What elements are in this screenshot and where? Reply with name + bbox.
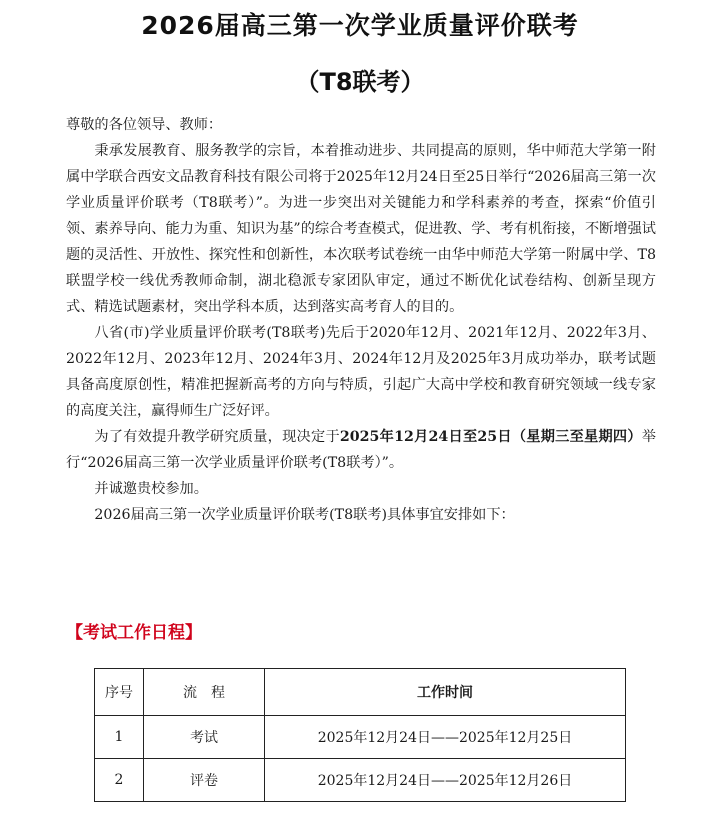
date-outro-text: 举行“2026届高三第一次学业质量评价联考(T8联考）”。 bbox=[66, 429, 656, 471]
header-process: 流 程 bbox=[144, 669, 265, 716]
schedule-heading: 【考试工作日程】 bbox=[66, 623, 202, 643]
letter-body bbox=[66, 112, 656, 528]
paragraph-invite: 并诚邀贵校参加。 bbox=[94, 481, 208, 497]
exam-date-highlight: 2025年12月24日至25日（星期三至星期四） bbox=[339, 429, 642, 445]
header-number: 序号 bbox=[95, 669, 144, 716]
schedule-table bbox=[94, 668, 626, 802]
row-number: 2 bbox=[95, 759, 144, 802]
paragraph-arrangement: 2026届高三第一次学业质量评价联考(T8联考)具体事宜安排如下： bbox=[94, 507, 515, 523]
header-time: 工作时间 bbox=[265, 669, 626, 716]
row-time: 2025年12月24日——2025年12月25日 bbox=[265, 716, 626, 759]
document-title: 2026届高三第一次学业质量评价联考 bbox=[141, 11, 579, 40]
row-process: 评卷 bbox=[144, 759, 265, 802]
paragraph-history: 八省(市)学业质量评价联考(T8联考)先后于2020年12月、2021年12月、2022年3月、2022年12月、2023年12月、2024年3月、2024年12月及2025年3月成功举办，联考试题具备高度原创性，精准把握新高考的方向与特质，引起广大高中学校和教育研究领域一线专家的高度关注，赢得师生广泛好评。 bbox=[66, 325, 656, 419]
row-process: 考试 bbox=[144, 716, 265, 759]
greeting: 尊敬的各位领导、教师： bbox=[66, 117, 223, 133]
paragraph-intro: 秉承发展教育、服务教学的宗旨，本着推动进步、共同提高的原则，华中师范大学第一附属中学联合西安文品教育科技有限公司将于2025年12月24日至25日举行“2026届高三第一次学业质量评价联考（T8联考）”。为进一步突出对关键能力和学科素养的考查，探索“价值引领、素养导向、能力为重、知识为基”的综合考查模式，促进教、学、考有机衔接，不断增强试题的灵活性、开放性、探究性和创新性，本次联考试卷统一由华中师范大学第一附属中学、T8联盟学校一线优秀教师命制，湖北稳派专家团队审定，通过不断优化试卷结构、创新呈现方式、精选试题素材，突出学科本质，达到落实高考育人的目的。 bbox=[66, 143, 656, 315]
table-row bbox=[95, 759, 626, 802]
row-number: 1 bbox=[95, 716, 144, 759]
document-subtitle: （T8联考） bbox=[295, 68, 425, 96]
paragraph-date bbox=[66, 424, 656, 476]
date-intro-text: 为了有效提升教学研究质量，现决定于 bbox=[94, 429, 340, 445]
table-row bbox=[95, 716, 626, 759]
row-time: 2025年12月24日——2025年12月26日 bbox=[265, 759, 626, 802]
table-header-row bbox=[95, 669, 626, 716]
